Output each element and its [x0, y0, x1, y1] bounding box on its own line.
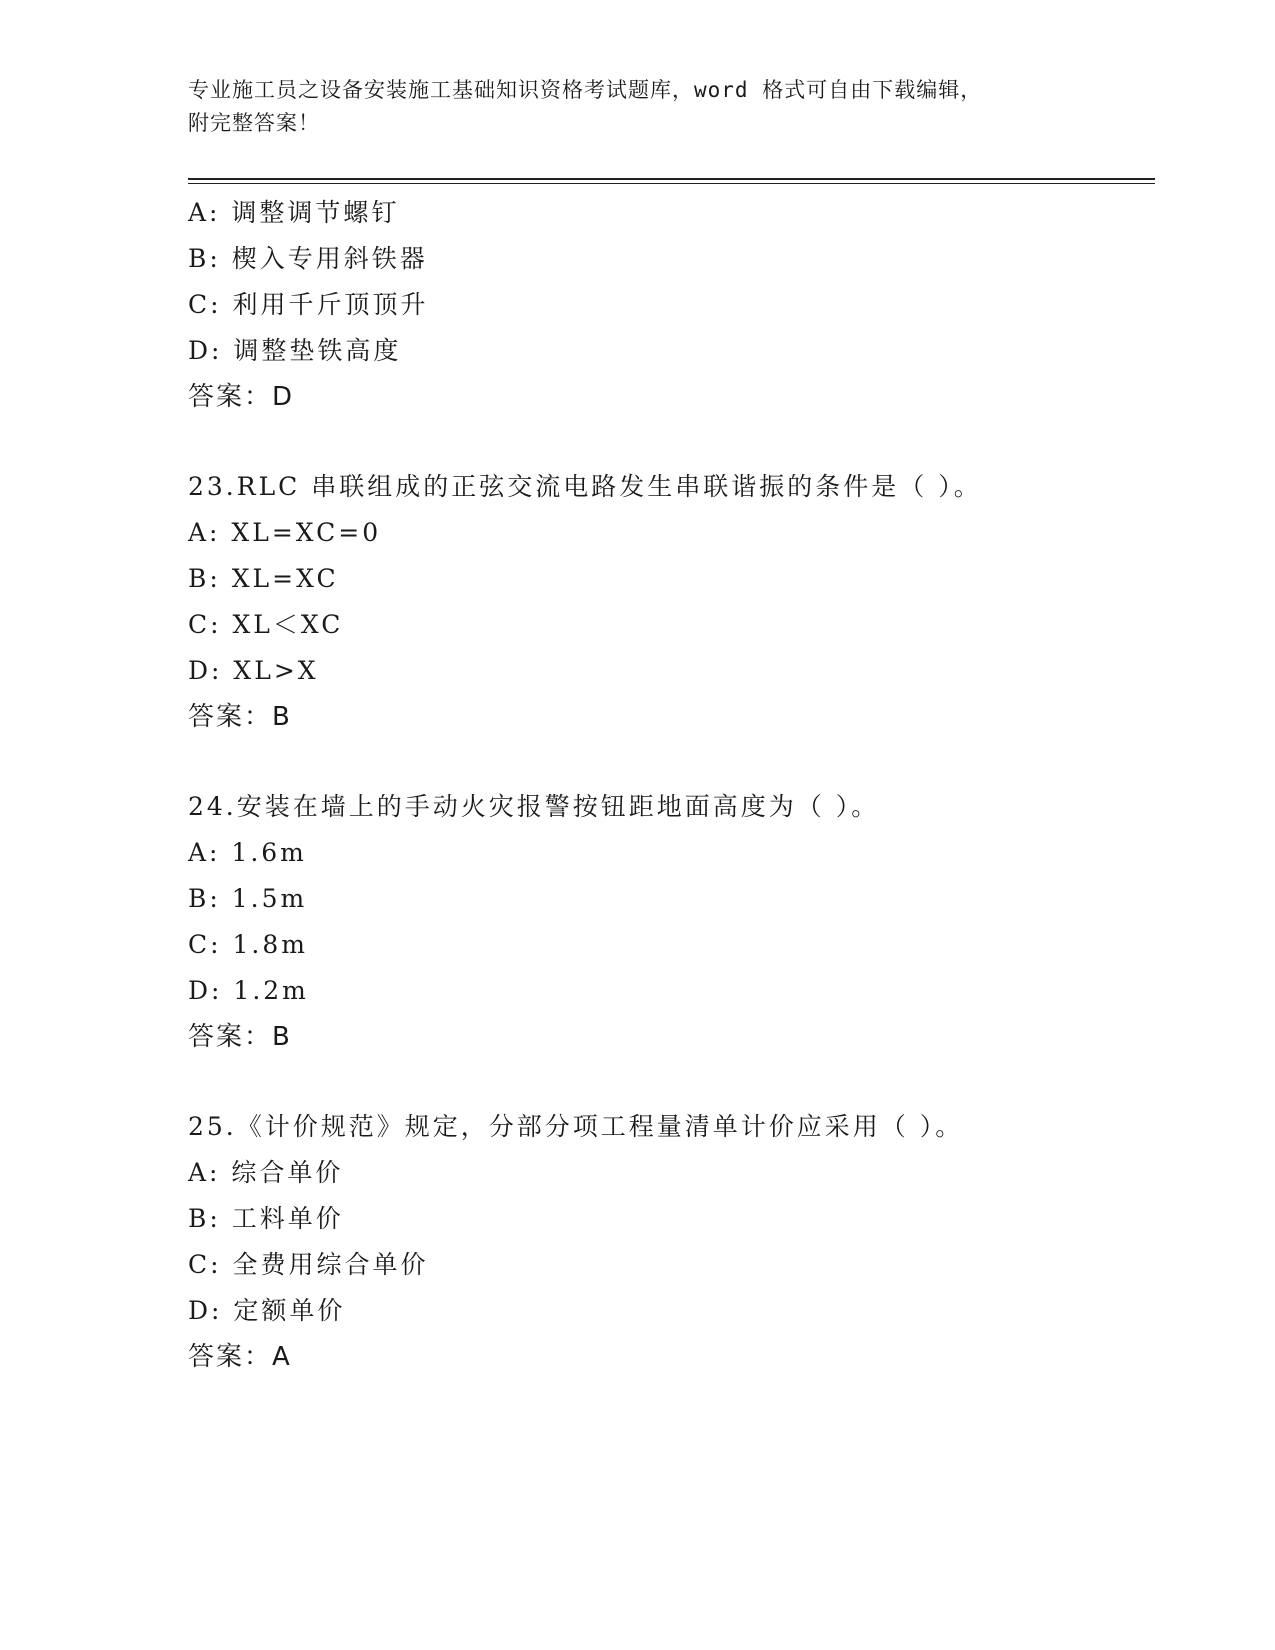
- option-c: C: 1.8m: [188, 930, 308, 959]
- option-a: A: XL=XC=0: [188, 518, 382, 547]
- header-divider-thick: [188, 178, 1155, 180]
- option-b: B: 1.5m: [188, 884, 308, 913]
- option-c: C: 全费用综合单价: [188, 1250, 429, 1279]
- question-block: [188, 464, 1155, 740]
- option-d: D: 定额单价: [188, 1296, 346, 1325]
- answer-line: 答案：B: [188, 1022, 292, 1052]
- question-text: 23.RLC 串联组成的正弦交流电路发生串联谐振的条件是（ ）。: [188, 472, 982, 501]
- answer-line: 答案：D: [188, 382, 295, 412]
- question-text: 25.《计价规范》规定，分部分项工程量清单计价应采用（ ）。: [188, 1112, 964, 1141]
- option-d: D: XL>X: [188, 656, 319, 685]
- header-divider-thin: [188, 183, 1155, 184]
- option-b: B: 工料单价: [188, 1204, 344, 1233]
- option-b: B: XL=XC: [188, 564, 339, 593]
- header-line-2: 附完整答案！: [188, 111, 320, 135]
- question-block: [188, 1104, 1155, 1380]
- question-block: [188, 190, 1155, 420]
- option-a: A: 1.6m: [188, 838, 307, 867]
- option-c: C: XL＜XC: [188, 610, 344, 639]
- question-text: 24.安装在墙上的手动火灾报警按钮距地面高度为（ ）。: [188, 792, 880, 821]
- question-block: [188, 784, 1155, 1060]
- header-line-1: 专业施工员之设备安装施工基础知识资格考试题库，word 格式可自由下载编辑，: [188, 78, 983, 102]
- option-d: D: 调整垫铁高度: [188, 336, 402, 365]
- question-list: [188, 190, 1155, 1380]
- answer-line: 答案：B: [188, 702, 292, 732]
- option-d: D: 1.2m: [188, 976, 309, 1005]
- option-c: C: 利用千斤顶顶升: [188, 290, 429, 319]
- option-a: A: 综合单价: [188, 1158, 344, 1187]
- answer-line: 答案：A: [188, 1342, 292, 1372]
- option-b: B: 楔入专用斜铁器: [188, 244, 428, 273]
- document-header: [188, 74, 1068, 140]
- option-a: A: 调整调节螺钉: [188, 198, 400, 227]
